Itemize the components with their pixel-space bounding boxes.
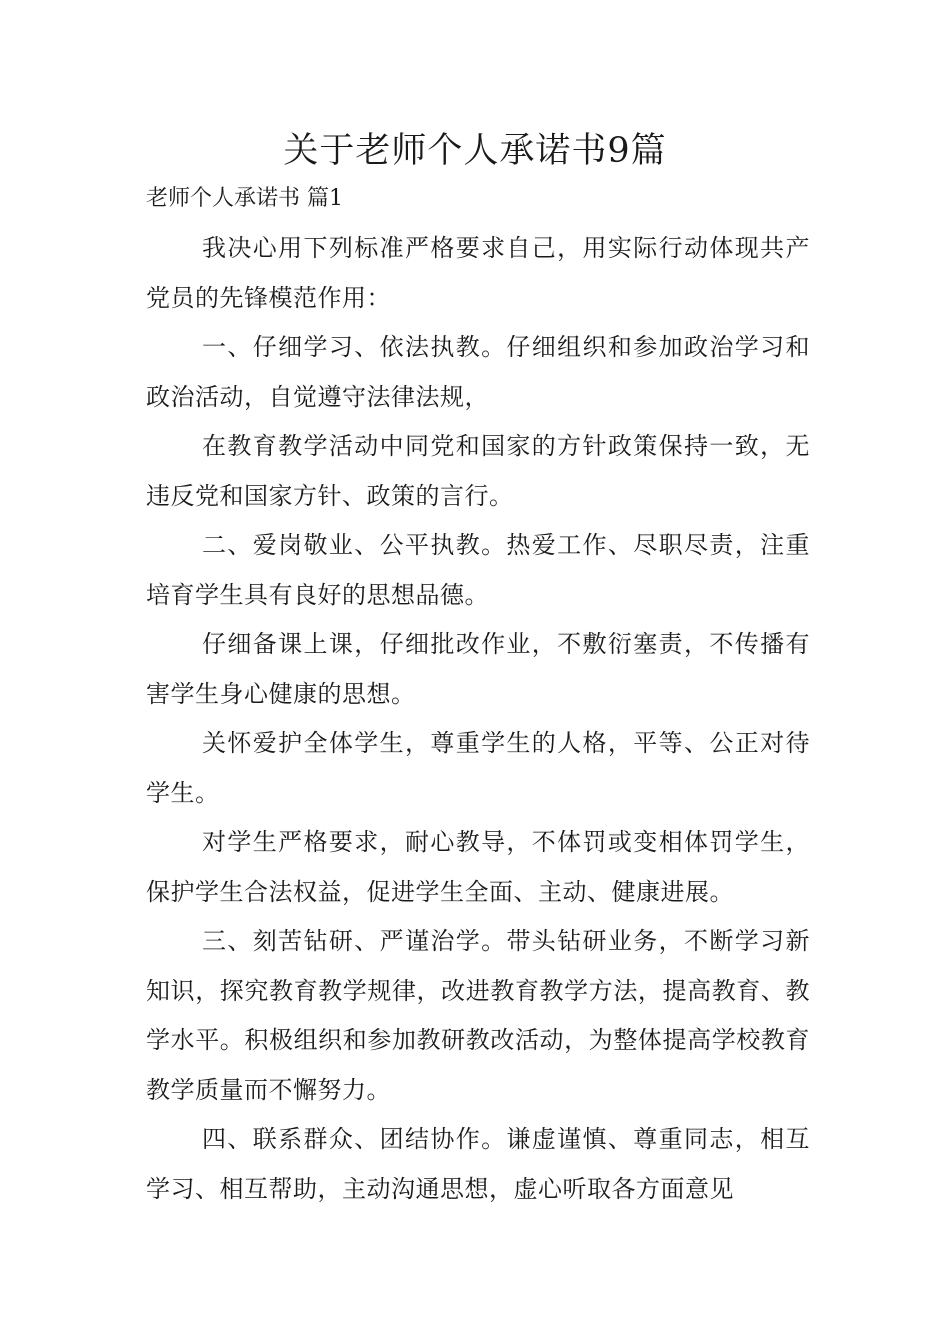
paragraph-point-1: 一、仔细学习、依法执教。仔细组织和参加政治学习和政治活动，自觉遵守法律法规， [146, 333, 810, 411]
paragraph-point-2: 二、爱岗敬业、公平执教。热爱工作、尽职尽责，注重培育学生具有良好的思想品德。 [146, 531, 810, 609]
paragraph-intro: 我决心用下列标准严格要求自己，用实际行动体现共产党员的先锋模范作用： [146, 234, 810, 312]
paragraph-point-3: 三、刻苦钻研、严谨治学。带头钻研业务，不断学习新知识，探究教育教学规律，改进教育教学方法，提高教育、教学水平。积极组织和参加教研教改活动，为整体提高学校教育教学质量而不懈努力。 [146, 927, 810, 1104]
document-body [146, 224, 810, 1214]
paragraph-point-1-cont: 在教育教学活动中同党和国家的方针政策保持一致，无违反党和国家方针、政策的言行。 [146, 432, 810, 510]
document-title: 关于老师个人承诺书9篇 [283, 131, 667, 171]
section-heading: 老师个人承诺书 篇1 [146, 186, 343, 211]
paragraph-point-2-cont-c: 对学生严格要求，耐心教导，不体罚或变相体罚学生，保护学生合法权益，促进学生全面、主动、健康进展。 [146, 828, 810, 906]
paragraph-point-2-cont-b: 关怀爱护全体学生，尊重学生的人格，平等、公正对待学生。 [146, 729, 810, 807]
paragraph-point-4: 四、联系群众、团结协作。谦虚谨慎、尊重同志，相互学习、相互帮助，主动沟通思想，虚心听取各方面意见 [146, 1125, 810, 1203]
paragraph-point-2-cont-a: 仔细备课上课，仔细批改作业，不敷衍塞责，不传播有害学生身心健康的思想。 [146, 630, 810, 708]
